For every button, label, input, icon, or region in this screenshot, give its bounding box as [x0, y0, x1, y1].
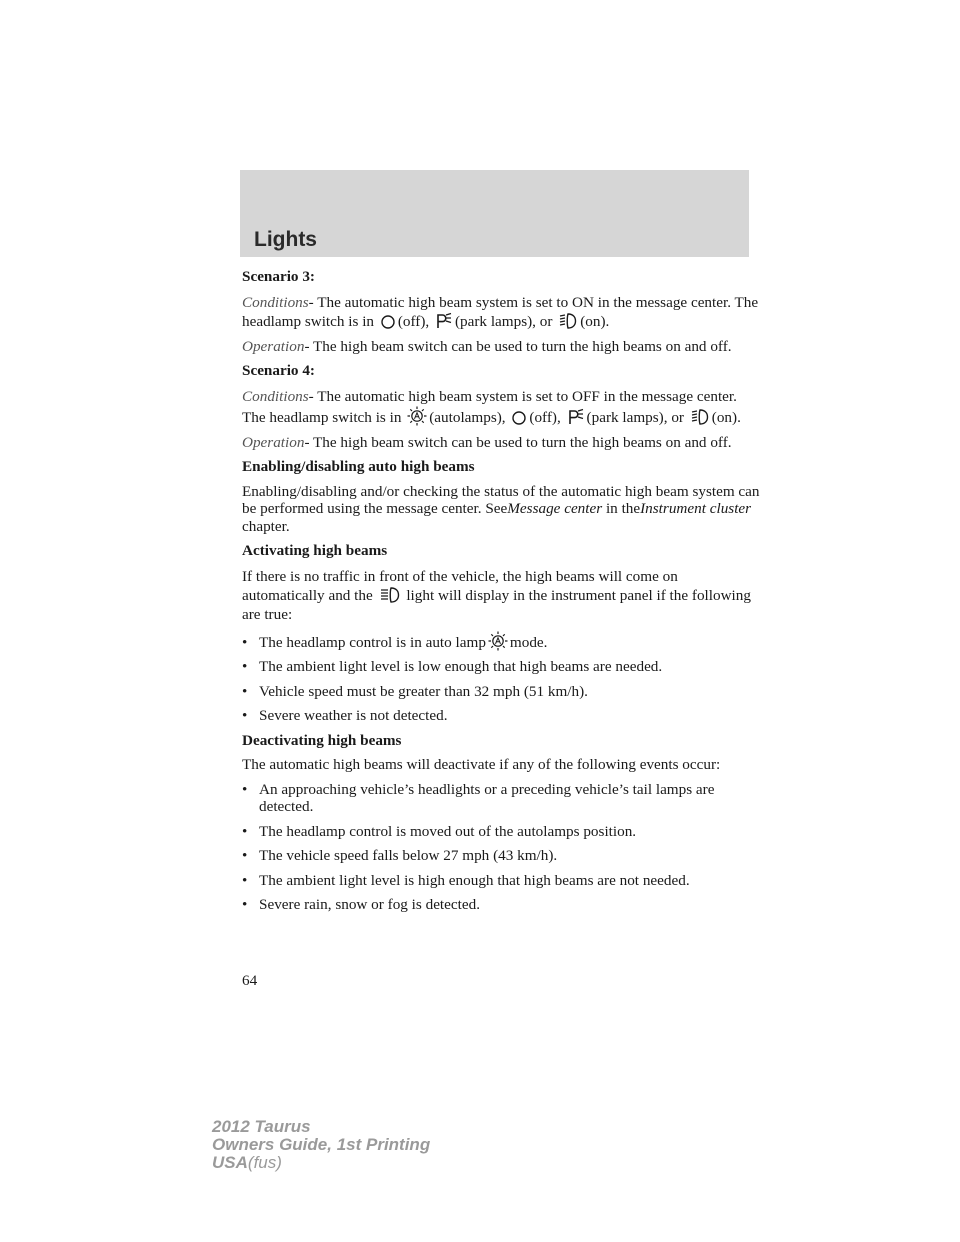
in-text: in — [389, 408, 402, 426]
scenario-4-heading: Scenario 4: — [242, 362, 315, 379]
bullet-text: The headlamp control is moved out of the autolamps position. — [259, 822, 637, 840]
bullet: • — [242, 633, 248, 651]
list-item — [242, 823, 762, 841]
enabling-text-a: Enabling/disabling and/or checking the status of the automatic high beam system can be performed using the message center. See — [242, 482, 760, 517]
deactivating-text: The automatic high beams will deactivate if any of the following events occur: — [242, 756, 721, 773]
message-center-ref: Message center — [507, 500, 603, 517]
enabling-text-b: in the — [605, 500, 641, 517]
on-text: (on). — [711, 408, 741, 426]
enabling-text-c: chapter. — [242, 517, 290, 535]
list-item — [242, 707, 762, 725]
footer-code: (fus) — [247, 1153, 282, 1172]
high-beam-indicator-icon — [379, 586, 401, 604]
list-item — [242, 872, 762, 890]
list-item — [242, 631, 762, 652]
scenario-4-conditions — [242, 387, 762, 427]
bullet-text: The ambient light level is high enough that high beams are not needed. — [259, 871, 690, 889]
footer-region: USA — [212, 1153, 248, 1172]
bullet: • — [242, 658, 248, 675]
park-lamps-icon — [567, 408, 585, 426]
chapter-header — [240, 170, 749, 257]
headlamps-on-icon — [690, 408, 710, 426]
auto-text: (autolamps), — [429, 408, 506, 426]
operation-text: - The high beam switch can be used to turn the high beams on and off. — [304, 433, 732, 451]
bullet-text: The ambient light level is low enough that high beams are needed. — [259, 658, 663, 675]
list-item — [242, 781, 762, 816]
bullet: • — [242, 871, 248, 889]
list-item — [242, 896, 762, 914]
footer-line-1: 2012 Taurus — [212, 1117, 311, 1136]
bullet: • — [242, 682, 248, 700]
on-text: (on). — [580, 312, 610, 330]
bullet-text: The vehicle speed falls below 27 mph (43 km/h). — [259, 847, 558, 864]
bullet-text: mode. — [509, 633, 548, 651]
page-content — [242, 268, 762, 921]
bullet-text: Vehicle speed must be greater than 32 mph (51 km/h). — [259, 682, 588, 700]
enabling-heading: Enabling/disabling auto high beams — [242, 458, 475, 475]
deactivating-heading: Deactivating high beams — [242, 731, 402, 749]
or-text: or — [539, 312, 553, 330]
park-text: (park lamps), — [454, 312, 536, 330]
operation-label: Operation — [242, 433, 305, 451]
footer-line-3 — [212, 1154, 430, 1172]
operation-label: Operation — [242, 337, 305, 355]
print-footer — [212, 1118, 430, 1172]
enabling-text — [242, 483, 762, 536]
chapter-title: Lights — [254, 228, 317, 251]
activating-heading: Activating high beams — [242, 542, 388, 559]
off-text: (off), — [529, 408, 561, 426]
bullet-text: An approaching vehicle’s headlights or a preceding vehicle’s tail lamps are detected. — [259, 780, 715, 815]
bullet-text: Severe weather is not detected. — [259, 707, 448, 724]
bullet: • — [242, 780, 248, 798]
scenario-4-operation — [242, 434, 762, 452]
page-number: 64 — [242, 972, 258, 989]
activating-text-a: If there is no traffic in front of the vehicle, the high beams will come on automatically and the — [242, 567, 678, 604]
scenario-3-operation — [242, 338, 762, 356]
activating-text-b: light will display in the instrument panel if the following are true: — [242, 586, 751, 623]
operation-text: - The high beam switch can be used to turn the high beams on and off. — [304, 337, 732, 355]
bullet: • — [242, 896, 248, 913]
autolamps-icon — [407, 406, 427, 426]
list-item — [242, 847, 762, 865]
headlamp-off-icon — [511, 410, 527, 426]
park-text: (park lamps), or — [586, 408, 684, 426]
headlamps-on-icon — [558, 312, 578, 330]
park-lamps-icon — [435, 312, 453, 330]
bullet-text: Severe rain, snow or fog is detected. — [259, 896, 480, 913]
headlamp-off-icon — [380, 314, 396, 330]
conditions-label: Conditions — [242, 293, 309, 311]
off-text: (off), — [397, 312, 430, 330]
bullet: • — [242, 822, 248, 840]
conditions-text: - The automatic high beam system is set to OFF in the message center. The headlamp switch is — [242, 387, 737, 426]
instrument-cluster-ref: Instrument cluster — [640, 500, 752, 517]
list-item — [242, 658, 762, 676]
conditions-label: Conditions — [242, 387, 309, 405]
list-item — [242, 683, 762, 701]
bullet: • — [242, 847, 248, 864]
bullet: • — [242, 707, 248, 724]
conditions-text: - The automatic high beam system is set to ON in the message center. The headlamp switch is in — [242, 293, 759, 330]
activating-text — [242, 567, 762, 624]
bullet-text: The headlamp control is in auto lamp — [259, 633, 486, 651]
footer-line-2: Owners Guide, 1st Printing — [212, 1135, 431, 1154]
scenario-3-conditions — [242, 293, 762, 331]
autolamps-icon — [488, 631, 508, 651]
scenario-3-heading: Scenario 3: — [242, 268, 315, 285]
